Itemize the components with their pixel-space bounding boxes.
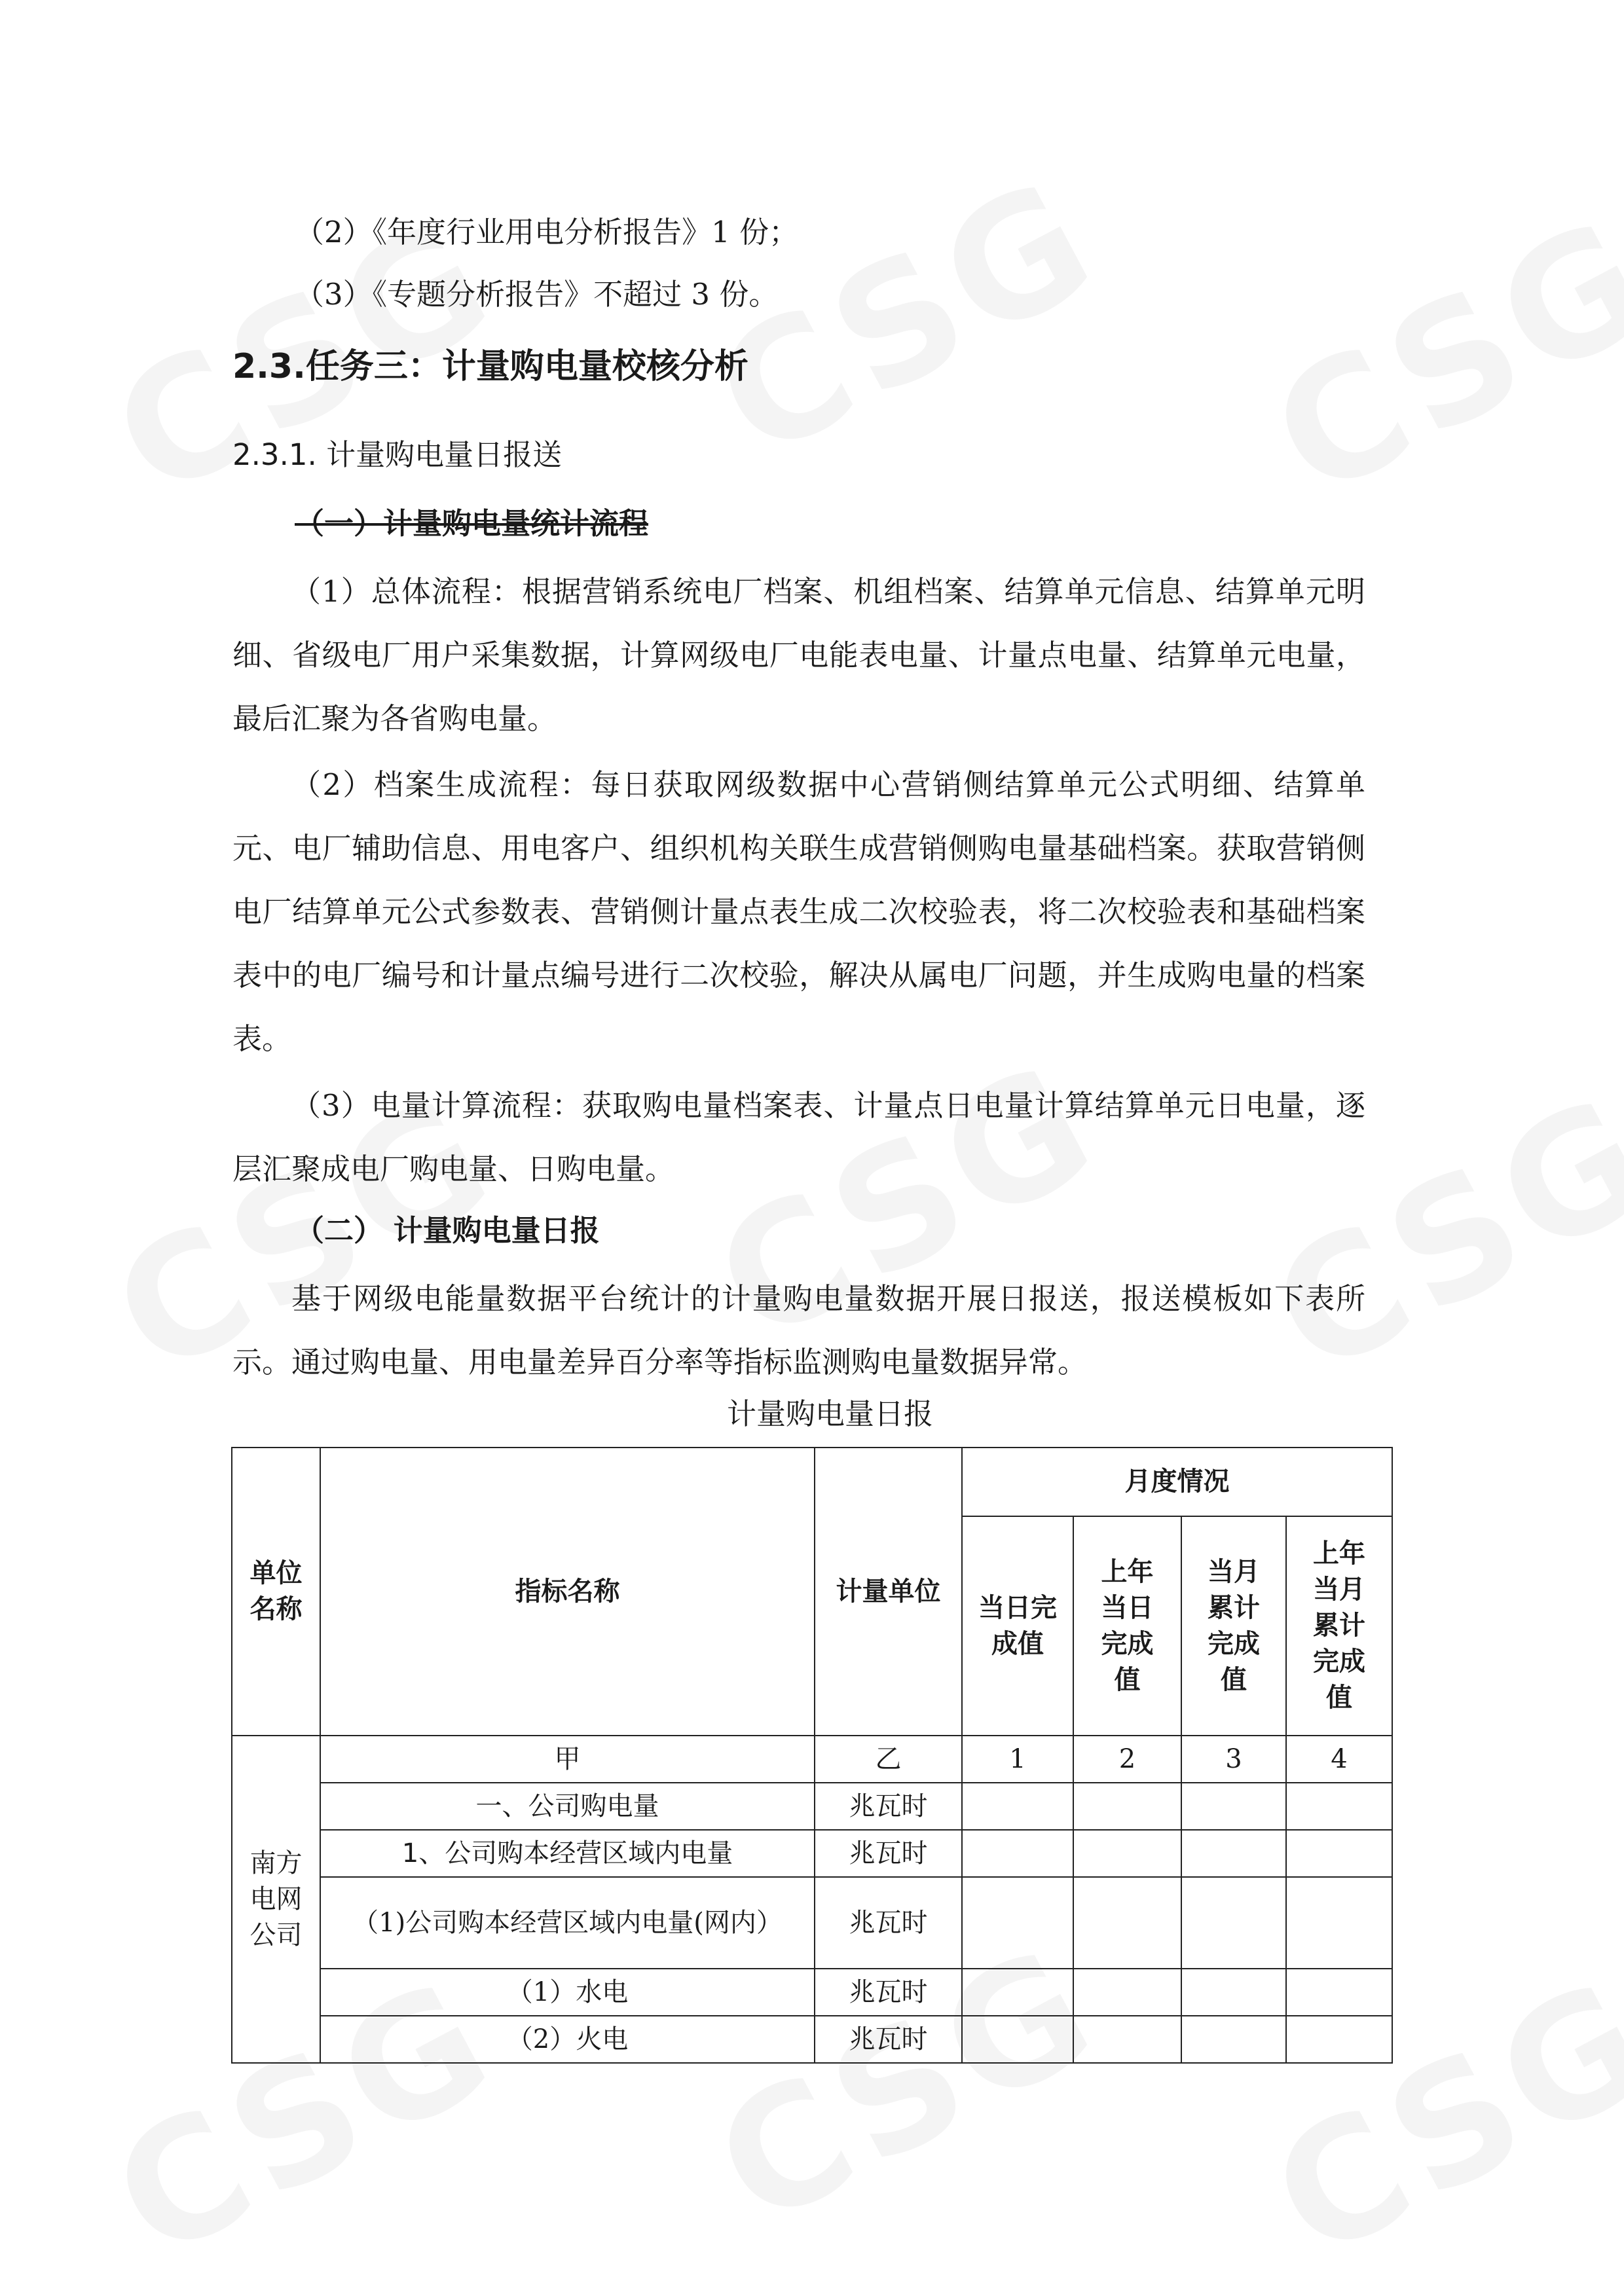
report-table <box>231 1447 1393 2064</box>
paragraph: （2）档案生成流程：每日获取网级数据中心营销侧结算单元公式明细、结算单元、电厂辅助信息、用电客户、组织机构关联生成营销侧购电量基础档案。获取营销侧电厂结算单元公式参数表、营销侧计量点表生成二次校验表，将二次校验表和基础档案表中的电厂编号和计量点编号进行二次校验，解决从属电厂问题，并生成购电量的档案表。 <box>232 767 1365 1056</box>
indicator-name-cell: （1）水电 <box>320 1969 815 2016</box>
table-row <box>232 2016 1392 2063</box>
value-cell <box>1073 2016 1181 2063</box>
value-cell <box>1073 1877 1181 1969</box>
value-cell <box>962 1877 1073 1969</box>
subsection-heading: 2.3.1. 计量购电量日报送 <box>232 437 563 472</box>
paragraph: （1）总体流程：根据营销系统电厂档案、机组档案、结算单元信息、结算单元明细、省级电厂用户采集数据，计算网级电厂电能表电量、计量点电量、结算单元电量，最后汇聚为各省购电量。 <box>232 574 1365 736</box>
measure-unit-cell: 兆瓦时 <box>815 2016 962 2063</box>
header-monthly: 月度情况 <box>962 1448 1392 1516</box>
indicator-name-cell: （1)公司购本经营区域内电量(网内） <box>320 1877 815 1969</box>
header-day-value: 当日完成值 <box>962 1516 1073 1736</box>
table-row <box>232 1877 1392 1969</box>
indicator-name-cell: 一、公司购电量 <box>320 1783 815 1830</box>
value-cell <box>1286 2016 1392 2063</box>
value-cell <box>1286 1830 1392 1877</box>
part1-heading: （一）计量购电量统计流程 <box>295 506 649 541</box>
measure-unit-cell: 兆瓦时 <box>815 1969 962 2016</box>
header-measure-unit: 计量单位 <box>815 1448 962 1736</box>
indicator-name-cell: 1、公司购本经营区域内电量 <box>320 1830 815 1877</box>
header-unit-name: 单位名称 <box>232 1448 320 1736</box>
header-lastyear-month-cumulative: 上年当月累计完成值 <box>1286 1516 1392 1736</box>
index-cell: 4 <box>1286 1736 1392 1783</box>
watermark <box>1244 181 1624 535</box>
value-cell <box>962 2016 1073 2063</box>
header-lastyear-day-value: 上年当日完成值 <box>1073 1516 1181 1736</box>
index-cell: 甲 <box>320 1736 815 1783</box>
table-row <box>232 1783 1392 1830</box>
index-cell: 2 <box>1073 1736 1181 1783</box>
table-row <box>232 1830 1392 1877</box>
organization-cell: 南方电网公司 <box>232 1736 320 2063</box>
table-caption: 计量购电量日报 <box>726 1396 933 1431</box>
section-heading: 2.3.任务三：计量购电量校核分析 <box>232 347 748 386</box>
value-cell <box>1181 1830 1286 1877</box>
list-item: （3）《专题分析报告》不超过 3 份。 <box>295 277 779 312</box>
part2-heading: （二） 计量购电量日报 <box>295 1213 600 1248</box>
index-cell: 乙 <box>815 1736 962 1783</box>
value-cell <box>1286 1783 1392 1830</box>
intro-paragraph: 基于网级电能量数据平台统计的计量购电量数据开展日报送，报送模板如下表所示。通过购电量、用电量差异百分率等指标监测购电量数据异常。 <box>232 1281 1365 1379</box>
watermark <box>688 142 1126 496</box>
value-cell <box>1181 1969 1286 2016</box>
value-cell <box>962 1969 1073 2016</box>
measure-unit-cell: 兆瓦时 <box>815 1783 962 1830</box>
value-cell <box>1181 1877 1286 1969</box>
value-cell <box>962 1783 1073 1830</box>
list-item: （2）《年度行业用电分析报告》1 份； <box>295 215 799 249</box>
measure-unit-cell: 兆瓦时 <box>815 1877 962 1969</box>
header-indicator-name: 指标名称 <box>320 1448 815 1736</box>
value-cell <box>1181 1783 1286 1830</box>
value-cell <box>962 1830 1073 1877</box>
paragraph: （3）电量计算流程：获取购电量档案表、计量点日电量计算结算单元日电量，逐层汇聚成电厂购电量、日购电量。 <box>232 1088 1365 1186</box>
value-cell <box>1073 1969 1181 2016</box>
index-cell: 3 <box>1181 1736 1286 1783</box>
indicator-name-cell: （2）火电 <box>320 2016 815 2063</box>
index-cell: 1 <box>962 1736 1073 1783</box>
value-cell <box>1286 1969 1392 2016</box>
value-cell <box>1073 1830 1181 1877</box>
table-row <box>232 1969 1392 2016</box>
measure-unit-cell: 兆瓦时 <box>815 1830 962 1877</box>
value-cell <box>1073 1783 1181 1830</box>
value-cell <box>1286 1877 1392 1969</box>
value-cell <box>1181 2016 1286 2063</box>
header-month-cumulative: 当月累计完成值 <box>1181 1516 1286 1736</box>
